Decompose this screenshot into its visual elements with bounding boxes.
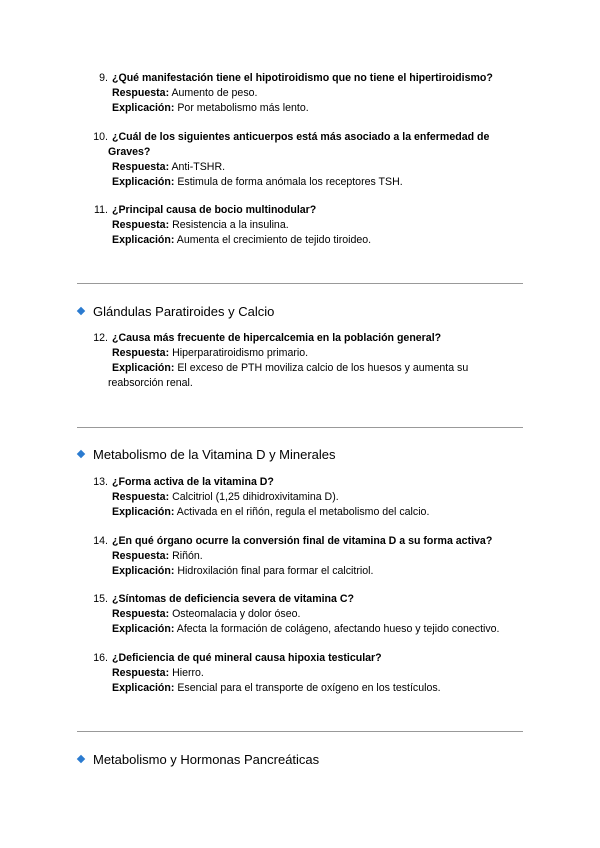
- answer-text: Calcitriol (1,25 dihidroxivitamina D).: [172, 491, 339, 503]
- question-number: 14.: [93, 535, 108, 547]
- question-line-continued: [88, 145, 518, 160]
- answer-line: [88, 607, 518, 622]
- explanation-text: Estimula de forma anómala los receptores TSH.: [177, 176, 403, 188]
- question-item: [88, 71, 518, 116]
- question-text-continued: Graves?: [108, 146, 151, 158]
- answer-label: Respuesta:: [112, 219, 170, 231]
- question-number: 10.: [93, 131, 108, 143]
- section-divider: [77, 427, 523, 428]
- explanation-line: [88, 361, 518, 376]
- explanation-line: [88, 233, 518, 248]
- answer-line: [88, 549, 518, 564]
- answer-label: Respuesta:: [112, 608, 170, 620]
- section-heading: [78, 304, 274, 320]
- question-line: [88, 71, 518, 86]
- explanation-line: [88, 101, 518, 116]
- answer-line: [88, 346, 518, 361]
- answer-text: Anti-TSHR.: [171, 161, 226, 173]
- question-item: [88, 130, 518, 190]
- answer-line: [88, 666, 518, 681]
- question-line: [88, 534, 518, 549]
- section-heading: [78, 752, 319, 768]
- question-item: [88, 534, 518, 579]
- explanation-text: Aumenta el crecimiento de tejido tiroideo.: [176, 234, 372, 246]
- answer-text: Riñón.: [172, 550, 203, 562]
- answer-line: [88, 218, 518, 233]
- question-text: ¿Causa más frecuente de hipercalcemia en la población general?: [112, 332, 442, 344]
- explanation-label: Explicación:: [112, 234, 175, 246]
- explanation-label: Explicación:: [112, 102, 175, 114]
- question-number: 13.: [93, 476, 108, 488]
- answer-label: Respuesta:: [112, 667, 170, 679]
- section-title: Glándulas Paratiroides y Calcio: [93, 304, 275, 319]
- section-title: Metabolismo de la Vitamina D y Minerales: [93, 447, 336, 462]
- explanation-text-continued: reabsorción renal.: [108, 377, 193, 389]
- explanation-text: Esencial para el transporte de oxígeno en los testículos.: [177, 682, 441, 694]
- question-number: 9.: [99, 72, 108, 84]
- question-text: ¿Cuál de los siguientes anticuerpos está más asociado a la enfermedad de: [112, 131, 490, 143]
- explanation-label: Explicación:: [112, 623, 175, 635]
- question-item: [88, 203, 518, 248]
- answer-text: Resistencia a la insulina.: [172, 219, 289, 231]
- question-line: [88, 203, 518, 218]
- explanation-line: [88, 505, 518, 520]
- question-item: [88, 592, 518, 637]
- section-divider: [77, 283, 523, 284]
- explanation-label: Explicación:: [112, 565, 175, 577]
- question-line: [88, 331, 518, 346]
- explanation-line-continued: [88, 376, 518, 391]
- answer-label: Respuesta:: [112, 347, 170, 359]
- explanation-text: Hidroxilación final para formar el calcitriol.: [177, 565, 374, 577]
- explanation-label: Explicación:: [112, 506, 175, 518]
- answer-line: [88, 86, 518, 101]
- question-text: ¿Qué manifestación tiene el hipotiroidismo que no tiene el hipertiroidismo?: [112, 72, 493, 84]
- question-number: 11.: [94, 204, 108, 216]
- explanation-label: Explicación:: [112, 682, 175, 694]
- explanation-text: Por metabolismo más lento.: [177, 102, 309, 114]
- question-text: ¿En qué órgano ocurre la conversión final de vitamina D a su forma activa?: [112, 535, 493, 547]
- explanation-text: Afecta la formación de colágeno, afectando hueso y tejido conectivo.: [176, 623, 500, 635]
- question-text: ¿Forma activa de la vitamina D?: [112, 476, 274, 488]
- explanation-text: Activada en el riñón, regula el metabolismo del calcio.: [176, 506, 430, 518]
- answer-line: [88, 160, 518, 175]
- question-text: ¿Síntomas de deficiencia severa de vitamina C?: [112, 593, 354, 605]
- diamond-bullet-icon: [77, 450, 85, 458]
- question-number: 15.: [93, 593, 108, 605]
- question-text: ¿Principal causa de bocio multinodular?: [112, 204, 317, 216]
- explanation-line: [88, 564, 518, 579]
- explanation-label: Explicación:: [112, 176, 175, 188]
- answer-text: Hiperparatiroidismo primario.: [172, 347, 309, 359]
- explanation-label: Explicación:: [112, 362, 175, 374]
- explanation-line: [88, 622, 518, 637]
- explanation-line: [88, 681, 518, 696]
- section-heading: [78, 447, 336, 463]
- question-number: 12.: [93, 332, 108, 344]
- answer-text: Aumento de peso.: [171, 87, 258, 99]
- section-title: Metabolismo y Hormonas Pancreáticas: [93, 752, 320, 767]
- question-line: [88, 130, 518, 145]
- question-line: [88, 651, 518, 666]
- question-text: ¿Deficiencia de qué mineral causa hipoxia testicular?: [112, 652, 382, 664]
- section-divider: [77, 731, 523, 732]
- diamond-bullet-icon: [77, 755, 85, 763]
- answer-label: Respuesta:: [112, 87, 170, 99]
- question-item: [88, 331, 518, 391]
- question-item: [88, 475, 518, 520]
- answer-label: Respuesta:: [112, 550, 170, 562]
- answer-label: Respuesta:: [112, 491, 170, 503]
- question-number: 16.: [93, 652, 108, 664]
- explanation-text: El exceso de PTH moviliza calcio de los huesos y aumenta su: [177, 362, 469, 374]
- diamond-bullet-icon: [77, 307, 85, 315]
- answer-text: Hierro.: [172, 667, 204, 679]
- question-line: [88, 475, 518, 490]
- explanation-line: [88, 175, 518, 190]
- question-line: [88, 592, 518, 607]
- answer-line: [88, 490, 518, 505]
- question-item: [88, 651, 518, 696]
- answer-label: Respuesta:: [112, 161, 170, 173]
- answer-text: Osteomalacia y dolor óseo.: [172, 608, 301, 620]
